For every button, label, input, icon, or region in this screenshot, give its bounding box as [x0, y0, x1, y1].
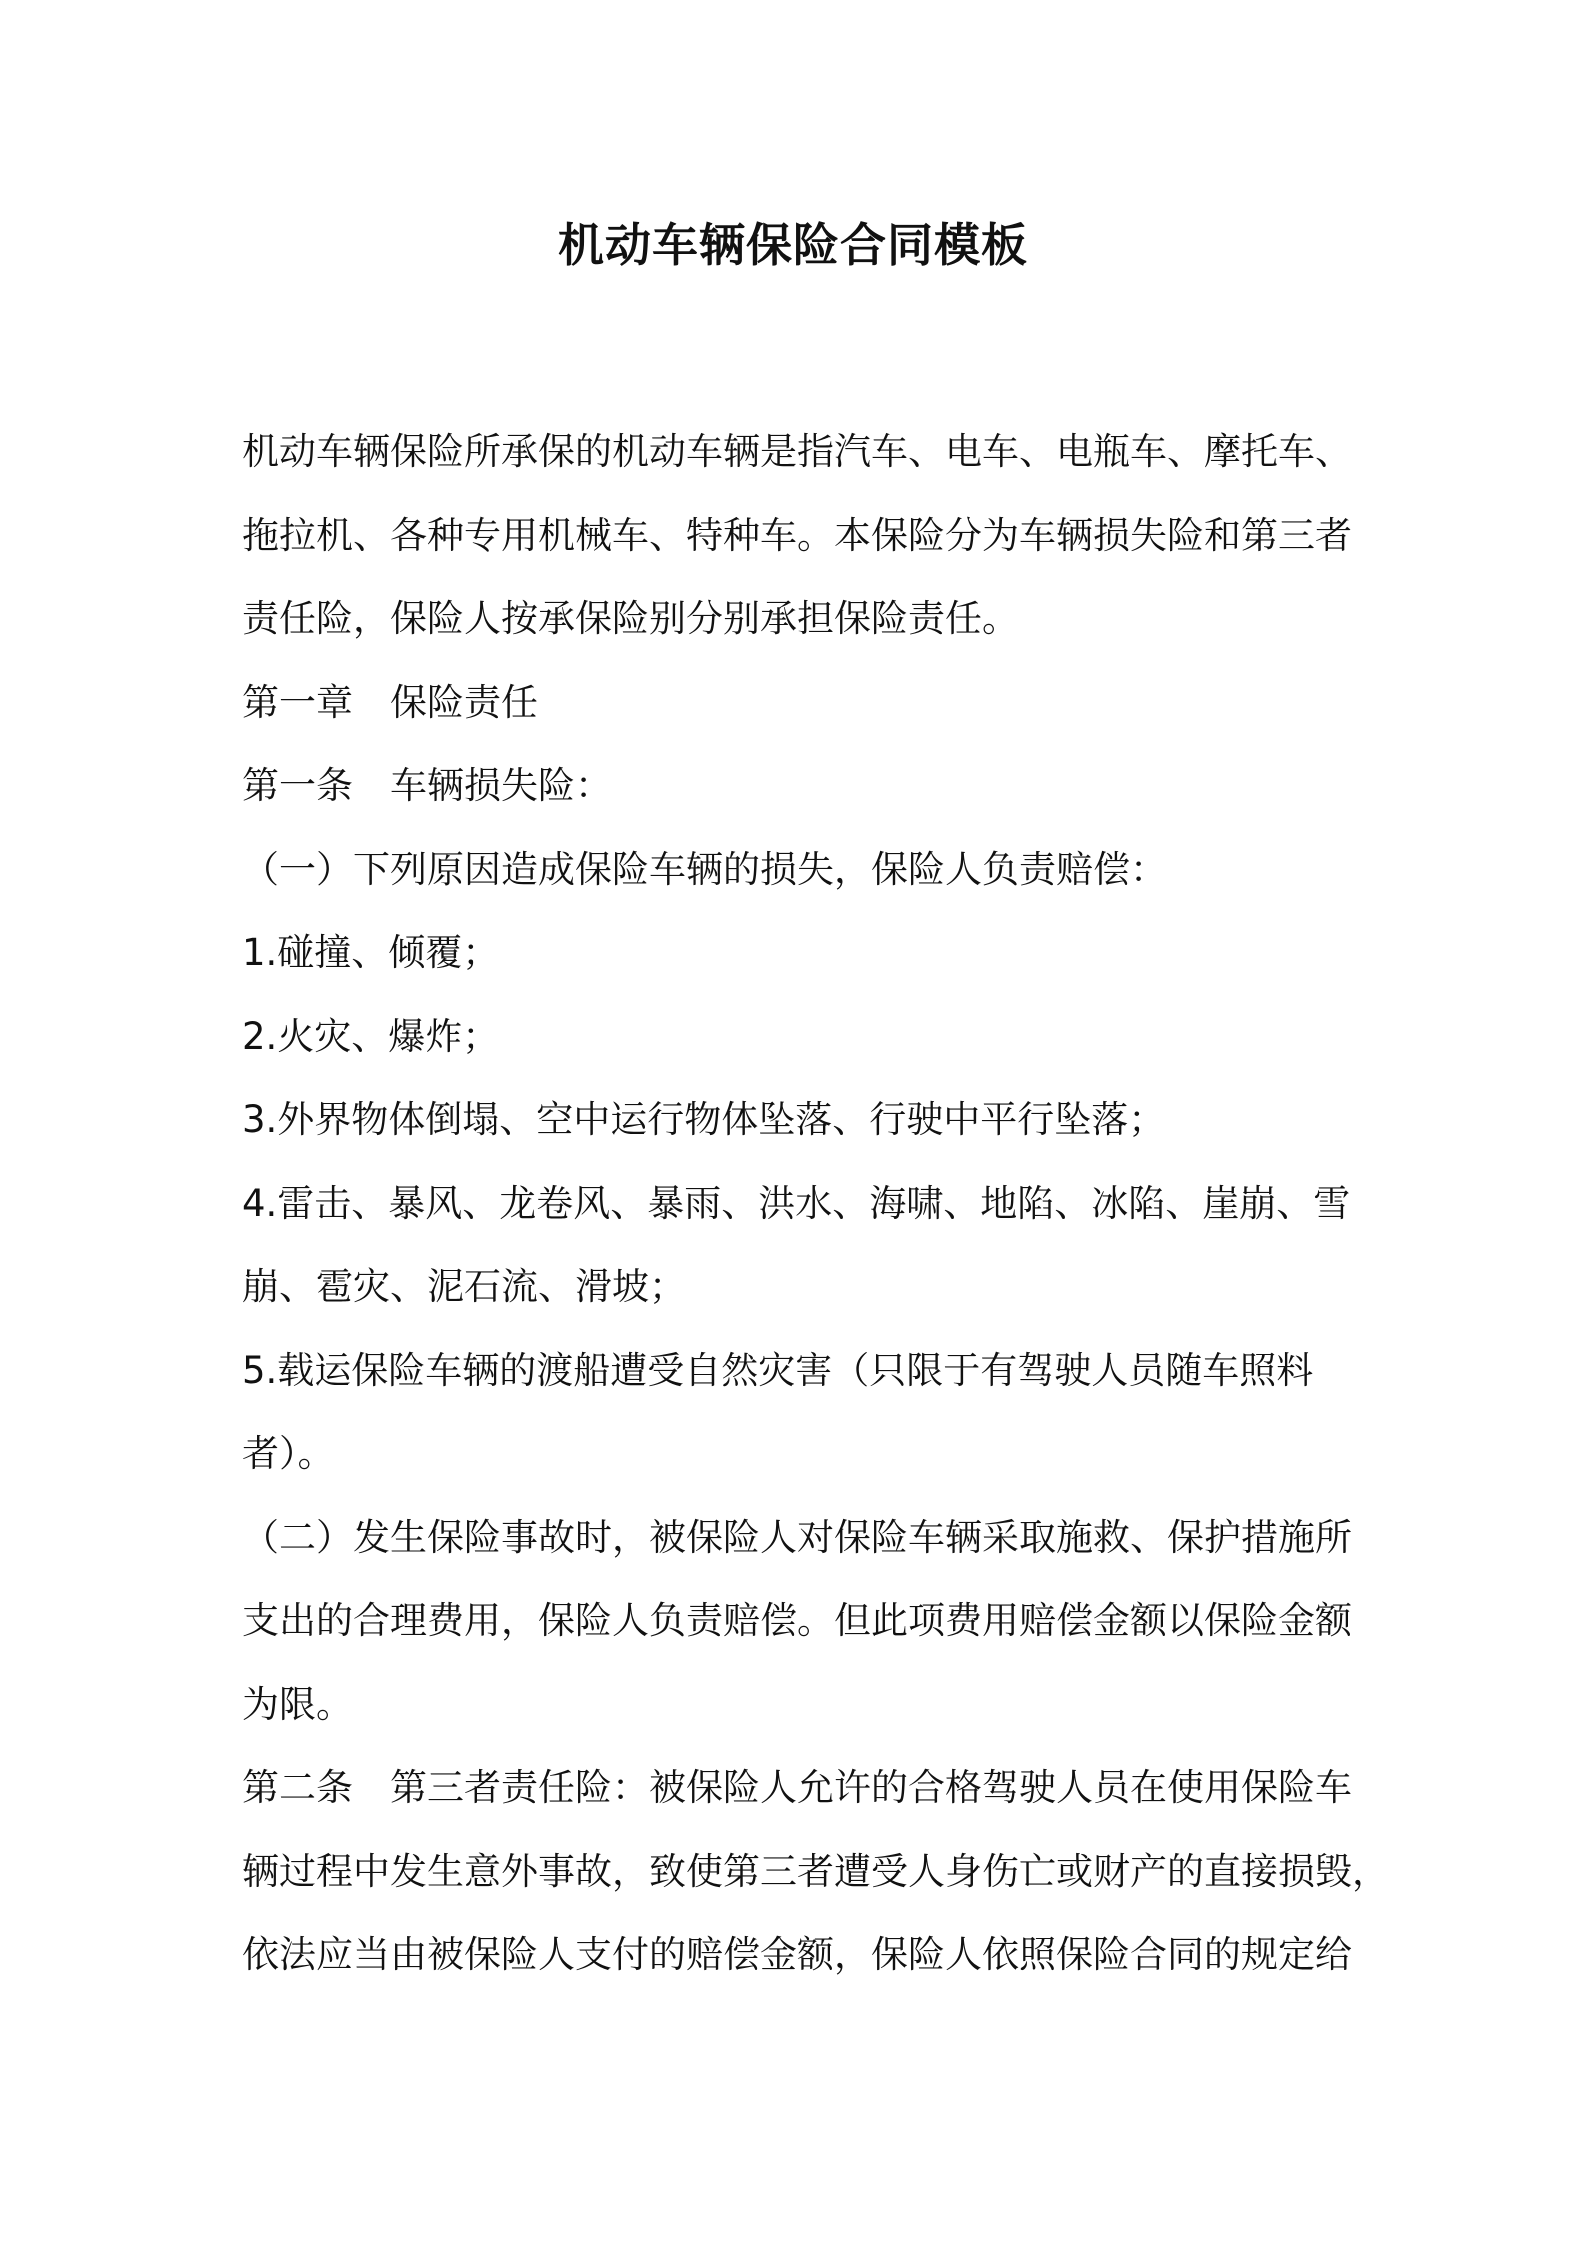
text-line: 辆过程中发生意外事故，致使第三者遭受人身伤亡或财产的直接损毁，: [242, 1849, 1389, 1893]
text-line: 责任险，保险人按承保险别分别承担保险责任。: [242, 597, 1019, 640]
document-body: [242, 410, 1389, 1997]
text-line: 机动车辆保险所承保的机动车辆是指汽车、电车、电瓶车、摩托车、: [242, 430, 1352, 473]
list-item: 1.碰撞、倾覆；: [242, 931, 500, 974]
list-item: 4.雷击、暴风、龙卷风、暴雨、洪水、海啸、地陷、冰陷、崖崩、雪: [242, 1181, 1351, 1225]
chapter-heading: 第一章 保险责任: [242, 680, 538, 724]
text-line: 依法应当由被保险人支付的赔偿金额，保险人依照保险合同的规定给: [242, 1933, 1352, 1976]
document-title: 机动车辆保险合同模板: [558, 218, 1028, 272]
list-item: 3.外界物体倒塌、空中运行物体坠落、行驶中平行坠落；: [242, 1098, 1166, 1141]
list-item: 2.火灾、爆炸；: [242, 1014, 500, 1058]
text-line: 者）。: [242, 1432, 335, 1475]
text-line: 支出的合理费用，保险人负责赔偿。但此项费用赔偿金额以保险金额: [242, 1599, 1352, 1642]
article-heading: 第一条 车辆损失险：: [242, 764, 612, 807]
text-line: 为限。: [242, 1682, 353, 1726]
article-heading: 第二条 第三者责任险：被保险人允许的合格驾驶人员在使用保险车: [242, 1766, 1352, 1809]
text-line: （一）下列原因造成保险车辆的损失，保险人负责赔偿：: [242, 847, 1167, 891]
text-line: （二）发生保险事故时，被保险人对保险车辆采取施救、保护措施所: [242, 1515, 1352, 1559]
text-line: 拖拉机、各种专用机械车、特种车。本保险分为车辆损失险和第三者: [242, 513, 1352, 557]
text-line: 崩、雹灾、泥石流、滑坡；: [242, 1265, 686, 1308]
list-item: 5.载运保险车辆的渡船遭受自然灾害（只限于有驾驶人员随车照料: [242, 1348, 1314, 1392]
